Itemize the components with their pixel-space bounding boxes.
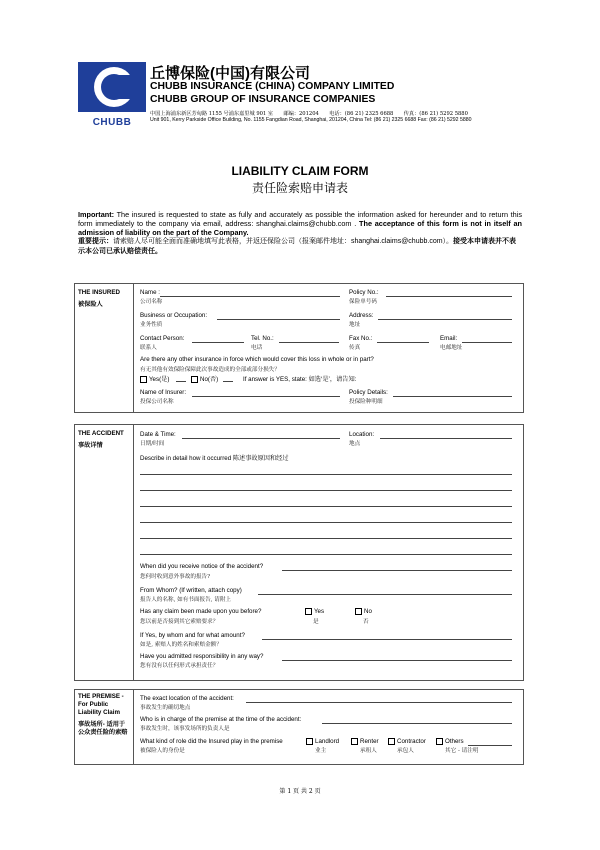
describe-line-1[interactable] [140,474,512,475]
claim-yes-label: Yes [314,608,325,616]
insured-label-cn: 被保险人 [78,301,103,308]
form-title-cn: 责任险索赔申请表 [251,181,348,195]
claim-made-no[interactable] [355,608,372,615]
contact-field[interactable] [192,342,244,343]
insured-section-label [78,289,130,309]
in-charge-label-cn: 事故发生时，该事发场所的负责人是 [140,726,230,732]
premise-section-label [78,693,130,737]
insured-divider [133,283,134,412]
role-contractor[interactable] [388,738,426,745]
business-label: Business or Occupation: [140,312,208,319]
accident-label-en: THE ACCIDENT [78,430,124,437]
company-name-en: CHUBB INSURANCE (CHINA) COMPANY LIMITED [150,81,395,92]
email-label-cn: 电邮地址 [440,345,463,351]
no-label: No(否) [200,376,219,383]
notice-label: When did you receive notice of the accident? [140,563,264,570]
claim-no-label: No [364,608,372,616]
important-text: The insured is requested to state as fully and accurately as possible the information asked for hereunder and to return this form immediately to the company via email, address: shanghai.claims@chubb.com . [78,210,522,228]
role-label: What kind of role did the Insured play in the premise [140,738,283,745]
location-label: Location: [349,431,375,438]
landlord-label-cn: 业主 [315,748,327,754]
policy-no-field[interactable] [386,296,512,297]
by-whom-label: If Yes, by whom and for what amount? [140,632,245,639]
important-bold-cn: 接受本申请表并不表示本公司已承认赔偿责任。 [78,238,517,255]
if-yes-instruction: If answer is YES, state: 如选‘是’，请告知: [243,376,357,383]
in-charge-label: Who is in charge of the premise at the time of the accident: [140,716,302,723]
group-name-en: CHUBB GROUP OF INSURANCE COMPANIES [150,94,376,105]
contact-label: Contact Person: [140,335,185,342]
other-insurance-yes[interactable] [140,374,169,383]
yes-line [176,381,186,382]
other-insurance-question-cn: 有无其他有效保险保障此次事故造成的全部或部分损失？ [140,367,280,373]
yes-label: Yes(是) [149,376,170,383]
location-label-cn: 地点 [349,441,361,447]
policy-no-label: Policy No.: [349,289,379,296]
policy-details-label: Policy Details: [349,389,388,396]
location-field[interactable] [380,438,512,439]
date-field[interactable] [182,438,340,439]
describe-line-6[interactable] [140,554,512,555]
admitted-field[interactable] [282,660,512,661]
role-others[interactable] [436,738,464,745]
insurer-label: Name of Insurer: [140,389,187,396]
describe-line-2[interactable] [140,490,512,491]
important-label-cn: 重要提示： [78,238,113,245]
accident-label-cn: 事故详情 [78,442,103,449]
others-checkbox[interactable] [436,738,443,745]
describe-line-5[interactable] [140,538,512,539]
renter-label-cn: 承租人 [360,748,377,754]
fax-label: Fax No.: [349,335,373,342]
other-insurance-question: Are there any other insurance in force which would cover this loss in whole or in part? [140,356,374,363]
fax-field[interactable] [377,342,429,343]
landlord-label: Landlord [315,738,340,746]
premise-location-label-cn: 事故发生的确切地点 [140,705,191,711]
business-field[interactable] [217,319,340,320]
from-whom-label-cn: 报告人的名称, 如有书面报告, 请附上 [140,597,232,603]
premise-location-label: The exact location of the accident: [140,695,234,702]
address-label: Address: [349,312,374,319]
admitted-label-cn: 您有没有以任何形式承担责任？ [140,663,219,669]
important-notice [78,210,522,237]
role-label-cn: 被保险人的身份是 [140,748,185,754]
claim-made-label-cn: 您以前是否接到其它索赔要求？ [140,619,219,625]
tel-label: Tel. No.: [251,335,274,342]
date-label-cn: 日期/时间 [140,441,165,447]
claim-made-label: Has any claim been made upon you before? [140,608,262,615]
claim-yes-label-cn: 是 [313,619,319,625]
brand-name: CHUBB [92,117,132,128]
no-checkbox[interactable] [191,376,198,383]
policy-details-field[interactable] [393,396,512,397]
from-whom-label: From Whom? (If written, attach copy) [140,587,242,594]
important-label: Important: [78,210,115,219]
contact-label-cn: 联系人 [140,345,157,351]
others-label: Others [445,738,464,746]
date-label: Date & Time: [140,431,176,438]
premise-location-field[interactable] [246,702,512,703]
name-label-cn: 公司名称 [140,299,163,305]
important-text-cn: 请索赔人尽可能全面而准确地填写此表格，并返还保险公司（报案邮件地址：shanghai.claims@chubb.com）。 [113,238,454,245]
address-cn: 中国上海浦东新区芳甸路 1155 号浦东嘉里城 901 室 邮编：201204 电话：(86 21) 2325 6688 传真：(86 21) 5292 5880 [150,111,468,117]
contractor-checkbox[interactable] [388,738,395,745]
tel-label-cn: 电话 [251,345,263,351]
accident-section-label [78,430,130,450]
tel-field[interactable] [279,342,339,343]
insurer-label-cn: 投保公司名称 [140,399,174,405]
page-number: 第 1 页 共 2 页 [279,788,321,795]
renter-label: Renter [360,738,379,746]
in-charge-field[interactable] [322,723,512,724]
important-notice-cn [78,237,522,257]
policy-no-label-cn: 保险单号码 [349,299,377,305]
yes-checkbox[interactable] [140,376,147,383]
business-label-cn: 业务性质 [140,322,163,328]
claim-no-checkbox[interactable] [355,608,362,615]
no-line [223,381,233,382]
by-whom-field[interactable] [262,639,512,640]
company-name-cn: 丘博保险(中国)有限公司 [150,65,310,82]
accident-divider [133,424,134,680]
address-field[interactable] [378,319,512,320]
form-title-en: LIABILITY CLAIM FORM [231,164,369,178]
claim-no-label-cn: 否 [363,619,369,625]
insurer-field[interactable] [192,396,340,397]
important-bold: The acceptance of this form is not in itself an admission of liability on the part of the Company. [78,219,522,237]
role-renter[interactable] [351,738,379,745]
others-label-cn: 其它 - 请注明 [445,748,479,754]
address-label-cn: 地址 [349,322,361,328]
contractor-label-cn: 承包人 [397,748,414,754]
name-label: Name : [140,289,160,296]
describe-line-4[interactable] [140,522,512,523]
other-insurance-no[interactable] [191,374,218,383]
landlord-checkbox[interactable] [306,738,313,745]
premise-divider [133,689,134,764]
role-landlord[interactable] [306,738,339,745]
describe-line-3[interactable] [140,506,512,507]
contractor-label: Contractor [397,738,426,746]
claim-yes-checkbox[interactable] [305,608,312,615]
describe-label: Describe in detail how it occurred 陈述事故原因和经过 [140,455,289,462]
by-whom-label-cn: 如是, 索赔人的姓名和索赔金额？ [140,642,222,648]
premise-label-cn: 事故场所- 适用于公众责任险的索赔 [78,721,128,736]
premise-label-en: THE PREMISE - For Public Liability Claim [78,693,124,716]
address-en: Unit 901, Kerry Parkside Office Building, No. 1155 Fangdian Road, Shanghai, 201204, China Tel: (86 21) 2325 6688 Fax: (86 21) 5292 5880 [150,117,472,123]
fax-label-cn: 传真 [349,345,361,351]
from-whom-field[interactable] [258,594,512,595]
notice-field[interactable] [282,570,512,571]
policy-details-label-cn: 投保险种明细 [349,399,383,405]
renter-checkbox[interactable] [351,738,358,745]
notice-label-cn: 您何时收到意外事故的报告? [140,574,211,580]
email-label: Email: [440,335,458,342]
claim-made-yes[interactable] [305,608,324,615]
email-field[interactable] [462,342,512,343]
admitted-label: Have you admitted responsibility in any way? [140,653,264,660]
insured-label-en: THE INSURED [78,289,120,296]
name-field[interactable] [160,296,340,297]
